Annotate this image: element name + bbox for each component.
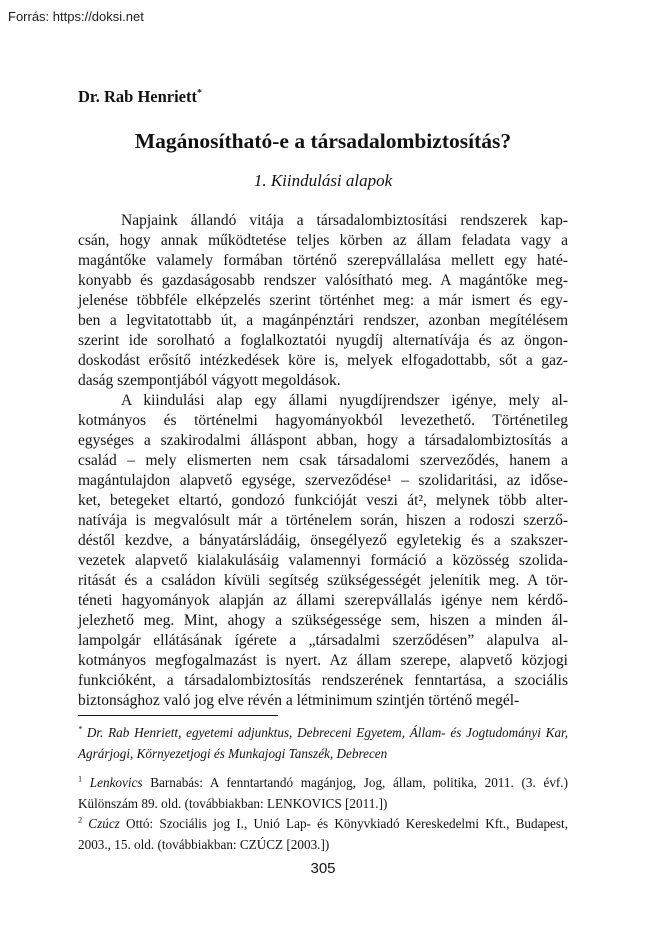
body-text-line: doskodást erősítő intézkedések köre is, melyek elfogadottabb, sőt a gaz- [78, 352, 568, 369]
body-text-line: lampolgár ellátásának ígérete a „társadalmi szerződésen” alapulva al- [78, 632, 568, 649]
body-text-line: magántulajdon alapvető egysége, szerveződése¹ – szolidaritási, az időse- [78, 472, 568, 489]
footnote-marker: * [78, 724, 83, 734]
footnote-author-name: Czúcz [82, 816, 120, 831]
body-text-line: ben a legvitatottabb út, a magánpénztári rendszer, azonban megítélésem [78, 312, 568, 329]
body-text-line: szerint ide sorolható a foglalkoztatói nyugdíj alternatívája és az öngon- [78, 332, 568, 349]
body-text-line: konyabb és gazdaságosabb rendszer valósítható meg. A magántőke meg- [78, 272, 568, 289]
footnote [78, 814, 568, 855]
footnote-area [78, 715, 568, 855]
body-text-line: magántőke valamely formában történő szerepvállalása mellett egy haté- [78, 252, 568, 269]
body-text-line: déstől kezdve, a bányatársládáig, önsegélyező egyletekig és a szakszer- [78, 532, 568, 549]
source-url-label: Forrás: https://doksi.net [8, 9, 144, 24]
body-text-line: ket, betegeket eltartó, gondozó funkcióját veszi át², melynek több alter- [78, 492, 568, 509]
body-text-line: téneti hagyományok alapján az állami szerepvállalás igénye nem kérdő- [78, 592, 568, 609]
author-name: Dr. Rab Henriett [78, 87, 197, 106]
footnote-separator [78, 715, 278, 716]
footnote-author-name: Lenkovics [82, 775, 143, 790]
page-number: 305 [310, 860, 336, 877]
body-text-line: vezetek alapvető kialakulásáig valamennyi formáció a közösség szolida- [78, 552, 568, 569]
body-text-line: Napjaink állandó vitája a társadalombiztosítási rendszerek kap- [121, 212, 568, 229]
body-text-line: egységes a szakirodalmi álláspont abban, hogy a társadalombiztosítás a [78, 432, 568, 449]
footnote-author-note [78, 723, 568, 764]
author-footnote-marker: * [197, 87, 202, 99]
footnote-list [78, 773, 568, 855]
body-text-line: daság szempontjából vágyott megoldások. [78, 372, 341, 389]
page-content [78, 87, 568, 855]
footnote-text: Ottó: Szociális jog I., Unió Lap- és Könyvkiadó Kereskedelmi Kft., Budapest, 2003., 15. old. (továbbiakban: CZÚCZ [2003.]) [78, 816, 568, 852]
body-text-line: kotmányos és történelmi hagyományokból levezethető. Történetileg [78, 412, 568, 429]
footnote-marker: 1 [78, 774, 83, 784]
section-heading: 1. Kiindulási alapok [253, 171, 393, 190]
body-text-line: jelenése többféle elképzelés szerint történhet meg: a már ismert és egy- [78, 292, 568, 309]
footnote-author-note-text: Dr. Rab Henriett, egyetemi adjunktus, Debreceni Egyetem, Állam- és Jogtudományi Kar, Agrárjogi, Környezetjogi és Munkajogi Tanszék, Debrecen [78, 725, 568, 761]
body-text-line: biztonsághoz való jog elve révén a létminimum szintjén történő megél- [78, 692, 520, 709]
body-text [78, 211, 568, 711]
page-title: Magánosítható-e a társadalombiztosítás? [134, 129, 512, 153]
body-text-line: funkcióként, a társadalombiztosítás rendszerének fenntartása, a szociális [78, 672, 568, 689]
footnote-marker: 2 [78, 815, 83, 825]
body-text-line: csán, hogy annak működtetése teljes körben az állam feladata vagy a [78, 232, 568, 249]
author-line [78, 87, 568, 106]
body-text-line: család – mely elismerten nem csak társadalomi szerveződés, hanem a [78, 452, 568, 469]
body-text-line: jelezhető meg. Mint, ahogy a szükségessége sem, hiszen a minden ál- [78, 612, 568, 629]
body-text-line: natívája is megvalósult már a történelem során, hiszen a rodoszi szerző- [78, 512, 568, 529]
body-text-line: kotmányos megfogalmazást is nyert. Az állam szerepe, alapvető közjogi [78, 652, 568, 669]
footnote [78, 773, 568, 814]
body-text-line: A kiindulási alap egy állami nyugdíjrendszer igénye, mely al- [121, 392, 568, 409]
footnote-text: Barnabás: A fenntartandó magánjog, Jog, állam, politika, 2011. (3. évf.) Különszám 89. old. (továbbiakban: LENKOVICS [2011.]) [78, 775, 568, 811]
body-text-line: ritását és a családon kívüli segítség szükségességét jelenítik meg. A tör- [78, 572, 568, 589]
